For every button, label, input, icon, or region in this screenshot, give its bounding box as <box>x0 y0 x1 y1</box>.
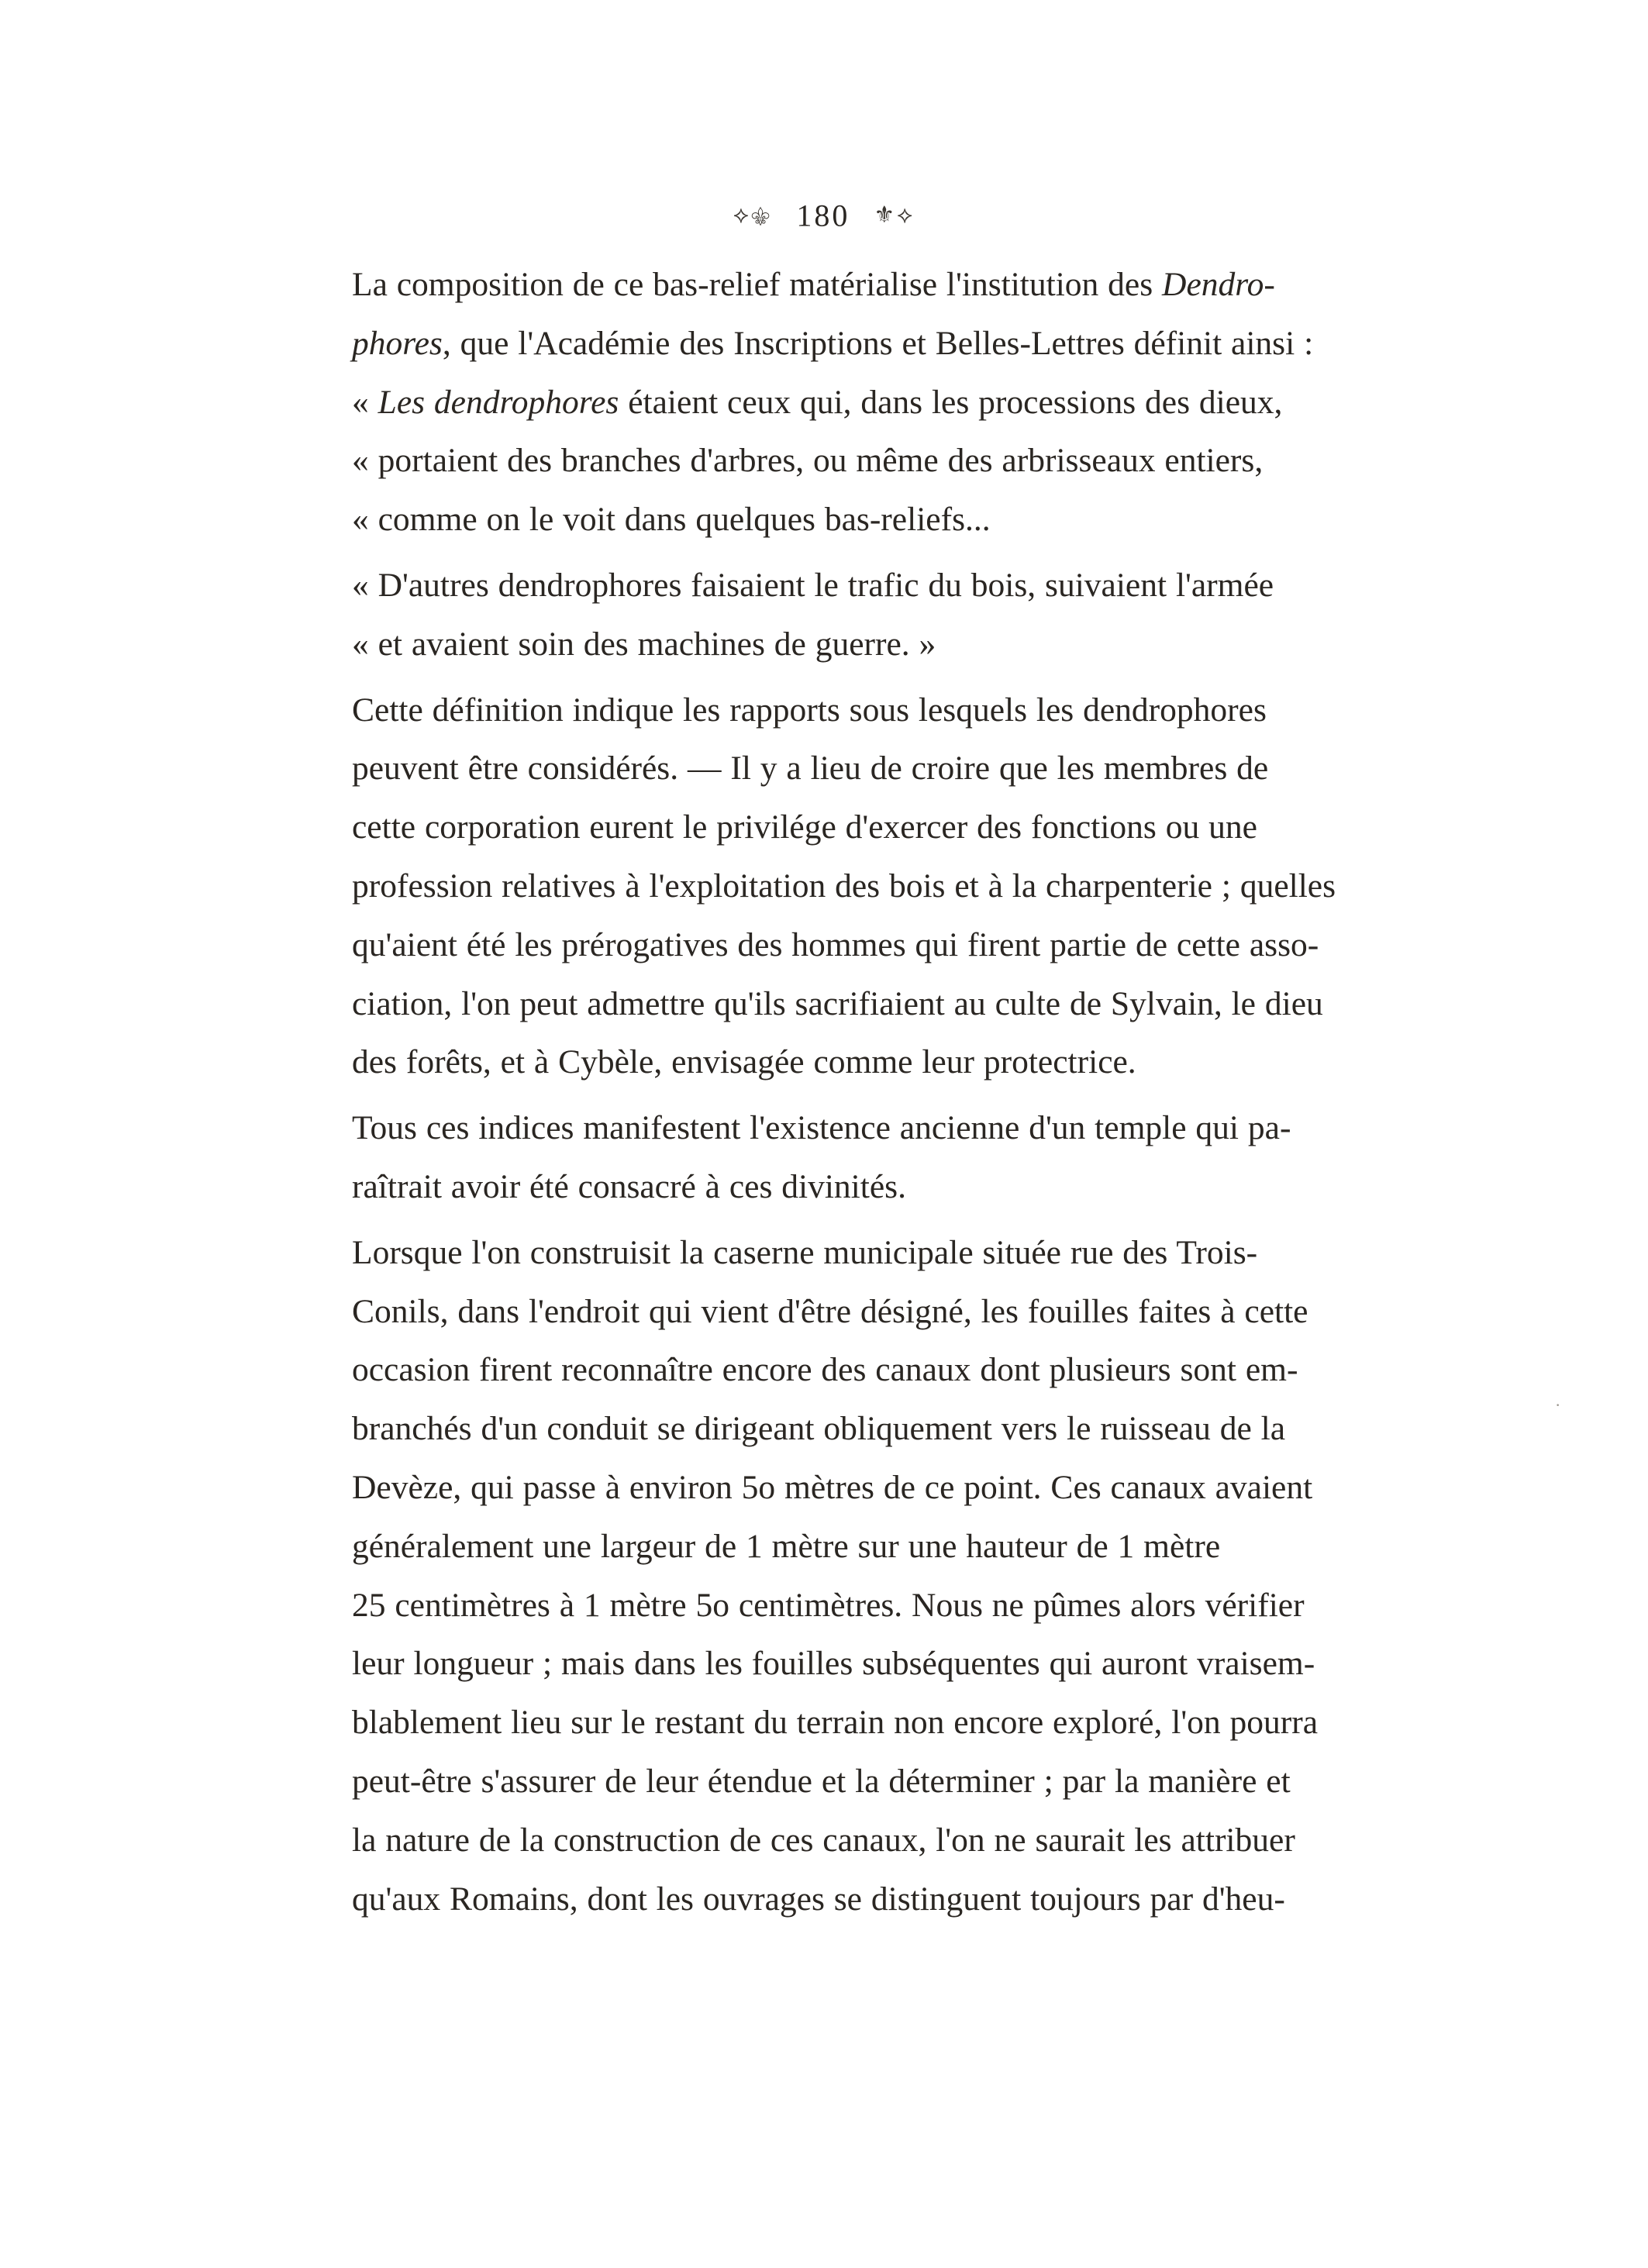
text-line: des forêts, et à Cybèle, envisagée comme leur protectrice. <box>352 1043 1136 1081</box>
running-head <box>0 194 1648 233</box>
italic-term: Les dendrophores <box>378 383 619 421</box>
text-line: phores, que l'Académie des Inscriptions et Belles-Lettres définit ainsi : <box>352 324 1314 362</box>
paragraph <box>314 1224 1446 1929</box>
page-number: 180 <box>796 198 850 233</box>
text-line: la nature de la construction de ces canaux, l'on ne saurait les attribuer <box>352 1821 1295 1859</box>
text-line: qu'aux Romains, dont les ouvrages se distinguent toujours par d'heu- <box>352 1880 1285 1918</box>
text-line: Cette définition indique les rapports sous lesquels les dendrophores <box>352 691 1267 729</box>
text-line: blablement lieu sur le restant du terrain non encore exploré, l'on pourra <box>352 1704 1319 1742</box>
text-line: leur longueur ; mais dans les fouilles subséquentes qui auront vraisem- <box>352 1645 1315 1683</box>
italic-term: phores <box>352 324 443 362</box>
paragraph <box>314 256 1446 550</box>
text-line: occasion firent reconnaître encore des canaux dont plusieurs sont em- <box>352 1351 1298 1389</box>
text-line: raîtrait avoir été consacré à ces divinités. <box>352 1167 906 1205</box>
text-line: Conils, dans l'endroit qui vient d'être désigné, les fouilles faites à cette <box>352 1292 1308 1330</box>
text-line: peuvent être considérés. — Il y a lieu de croire que les membres de <box>352 750 1269 788</box>
right-ornament-icon: ⚜⟡ <box>874 202 915 229</box>
left-ornament-icon: ⟡⚜ <box>733 202 773 228</box>
text-line: branchés d'un conduit se dirigeant obliquement vers le ruisseau de la <box>352 1410 1286 1448</box>
paragraph <box>314 1099 1446 1217</box>
text-line: Lorsque l'on construisit la caserne municipale située rue des Trois- <box>352 1233 1258 1271</box>
text-line: « et avaient soin des machines de guerre. » <box>352 625 936 663</box>
text-line: 25 centimètres à 1 mètre 5o centimètres. Nous ne pûmes alors vérifier <box>352 1586 1305 1624</box>
text-line: profession relatives à l'exploitation des bois et à la charpenterie ; quelles <box>352 867 1336 905</box>
text-line: Devèze, qui passe à environ 5o mètres de ce point. Ces canaux avaient <box>352 1468 1313 1506</box>
text-line: « Les dendrophores étaient ceux qui, dans les processions des dieux, <box>352 383 1283 421</box>
paper-speck: · <box>1555 1395 1561 1415</box>
text-line: « portaient des branches d'arbres, ou même des arbrisseaux entiers, <box>352 442 1264 480</box>
text-line: cette corporation eurent le privilége d'exercer des fonctions ou une <box>352 808 1257 846</box>
text-line: peut-être s'assurer de leur étendue et la déterminer ; par la manière et <box>352 1762 1291 1800</box>
text-line: « D'autres dendrophores faisaient le trafic du bois, suivaient l'armée <box>352 566 1274 604</box>
text-line: qu'aient été les prérogatives des hommes qui firent partie de cette asso- <box>352 925 1319 963</box>
body-text <box>314 256 1446 1928</box>
text-line: ciation, l'on peut admettre qu'ils sacrifiaient au culte de Sylvain, le dieu <box>352 984 1323 1022</box>
text-line: Tous ces indices manifestent l'existence ancienne d'un temple qui pa- <box>352 1109 1291 1147</box>
text-line: La composition de ce bas-relief matérialise l'institution des Dendro- <box>352 266 1275 303</box>
text-line: généralement une largeur de 1 mètre sur une hauteur de 1 mètre <box>352 1527 1221 1565</box>
italic-term: Dendro- <box>1162 266 1275 303</box>
paragraph <box>314 681 1446 1093</box>
paragraph <box>314 557 1446 674</box>
text-line: « comme on le voit dans quelques bas-reliefs... <box>352 501 991 539</box>
